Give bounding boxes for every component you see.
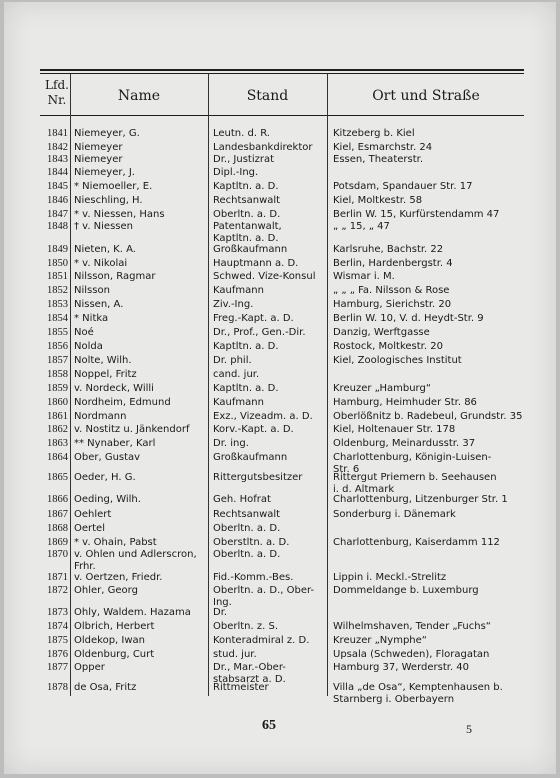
row-number: 1854 — [47, 313, 68, 324]
row-ort: Hamburg, Sierichstr. 20 — [333, 299, 452, 310]
row-ort: Kiel, Zoologisches Institut — [333, 355, 462, 366]
header-stand: Stand — [246, 88, 289, 104]
row-name: Nolda — [74, 341, 103, 352]
row-number: 1859 — [47, 383, 68, 394]
row-ort: Charlottenburg, Kaiserdamm 112 — [333, 537, 500, 548]
row-number: 1856 — [47, 341, 68, 352]
row-name: Oldekop, Iwan — [74, 635, 146, 646]
row-ort: Sonderburg i. Dänemark — [333, 509, 456, 520]
row-ort: Kiel, Moltkestr. 58 — [333, 195, 423, 206]
row-ort: Dommeldange b. Luxemburg — [333, 585, 479, 596]
row-ort: Hamburg 37, Werderstr. 40 — [333, 662, 470, 673]
page-number: 65 — [262, 718, 276, 733]
row-name: * v. Nikolai — [74, 258, 128, 269]
row-name: ** Nynaber, Karl — [74, 438, 156, 449]
row-number: 1850 — [47, 258, 68, 269]
row-ort: Lippin i. Meckl.-Strelitz — [333, 572, 447, 583]
row-number: 1857 — [47, 355, 68, 366]
row-ort: Upsala (Schweden), Floragatan — [333, 649, 490, 660]
row-stand: Dr., Mar.-Ober- stabsarzt a. D. — [213, 662, 286, 685]
header-name: Name — [117, 88, 161, 104]
row-name: Nissen, A. — [74, 299, 124, 310]
row-name: Nolte, Wilh. — [74, 355, 132, 366]
row-ort: Kreuzer „Hamburg“ — [333, 383, 431, 394]
row-stand: Oberltn. z. S. — [213, 621, 279, 632]
row-number: 1871 — [47, 572, 68, 583]
row-stand: cand. jur. — [213, 369, 260, 380]
row-number: 1869 — [47, 537, 68, 548]
row-name: Niemeyer — [74, 154, 123, 165]
row-name: * v. Ohain, Pabst — [74, 537, 157, 548]
row-number: 1845 — [47, 181, 68, 192]
row-number: 1874 — [47, 621, 68, 632]
row-name: Nordheim, Edmund — [74, 397, 171, 408]
row-stand: Kaptltn. a. D. — [213, 181, 279, 192]
row-stand: Dipl.-Ing. — [213, 167, 259, 178]
row-ort: Berlin, Hardenbergstr. 4 — [333, 258, 453, 269]
row-number: 1843 — [47, 154, 68, 165]
row-stand: Rittmeister — [213, 682, 269, 693]
row-ort: Oldenburg, Meinardusstr. 37 — [333, 438, 476, 449]
row-stand: Leutn. d. R. — [213, 128, 270, 139]
row-name: Oeding, Wilh. — [74, 494, 141, 505]
row-name: † v. Niessen — [74, 221, 133, 232]
row-number: 1868 — [47, 523, 68, 534]
row-stand: Freg.-Kapt. a. D. — [213, 313, 294, 324]
row-ort: Hamburg, Heimhuder Str. 86 — [333, 397, 477, 408]
row-name: Nieten, K. A. — [74, 244, 136, 255]
row-name: v. Oertzen, Friedr. — [74, 572, 163, 583]
row-name: * Nitka — [74, 313, 109, 324]
row-stand: Dr., Justizrat — [213, 154, 275, 165]
row-name: Nordmann — [74, 411, 127, 422]
row-name: Nilsson — [74, 285, 110, 296]
row-name: Oertel — [74, 523, 105, 534]
row-stand: Rechtsanwalt — [213, 509, 281, 520]
row-number: 1853 — [47, 299, 68, 310]
row-name: Niemeyer, G. — [74, 128, 140, 139]
row-ort: Rittergut Priemern b. Seehausen i. d. Altmark — [333, 472, 497, 495]
row-number: 1852 — [47, 285, 68, 296]
row-ort: Charlottenburg, Königin-Luisen- Str. 6 — [333, 452, 492, 475]
row-name: Oldenburg, Curt — [74, 649, 155, 660]
row-name: * v. Niessen, Hans — [74, 209, 165, 220]
row-number: 1878 — [47, 682, 68, 693]
row-stand: Kaufmann — [213, 285, 264, 296]
row-number: 1870 — [47, 549, 68, 560]
row-stand: Kaufmann — [213, 397, 264, 408]
row-stand: Korv.-Kapt. a. D. — [213, 424, 294, 435]
row-ort: Essen, Theaterstr. — [333, 154, 423, 165]
row-number: 1866 — [47, 494, 68, 505]
row-name: * Niemoeller, E. — [74, 181, 153, 192]
row-number: 1865 — [47, 472, 68, 483]
header-nr: Lfd. Nr. — [45, 78, 69, 107]
row-stand: Patentanwalt, Kaptltn. a. D. — [213, 221, 282, 244]
row-stand: Rittergutsbesitzer — [213, 472, 303, 483]
header-ort: Ort und Straße — [372, 88, 480, 104]
row-name: de Osa, Fritz — [74, 682, 137, 693]
row-number: 1864 — [47, 452, 68, 463]
row-number: 1877 — [47, 662, 68, 673]
row-stand: Oberltn. a. D. — [213, 523, 281, 534]
row-name: Oeder, H. G. — [74, 472, 136, 483]
row-stand: Kaptltn. a. D. — [213, 341, 279, 352]
row-name: Oehlert — [74, 509, 112, 520]
row-name: v. Ohlen und Adlerscron, Frhr. — [74, 549, 197, 572]
row-ort: Kitzeberg b. Kiel — [333, 128, 415, 139]
row-name: Opper — [74, 662, 105, 673]
row-ort: Rostock, Moltkestr. 20 — [333, 341, 443, 352]
row-ort: Wismar i. M. — [333, 271, 395, 282]
row-number: 1847 — [47, 209, 68, 220]
row-number: 1842 — [47, 142, 68, 153]
row-ort: Charlottenburg, Litzenburger Str. 1 — [333, 494, 508, 505]
row-stand: Dr. — [213, 607, 228, 618]
row-ort: Kiel, Esmarchstr. 24 — [333, 142, 433, 153]
row-stand: Oberltn. a. D., Ober- Ing. — [213, 585, 315, 608]
row-stand: Ziv.-Ing. — [213, 299, 254, 310]
row-name: Ohler, Georg — [74, 585, 138, 596]
row-stand: Exz., Vizeadm. a. D. — [213, 411, 313, 422]
row-name: Olbrich, Herbert — [74, 621, 155, 632]
row-name: Ohly, Waldem. Hazama — [74, 607, 191, 618]
row-ort: „ „ „ Fa. Nilsson & Rose — [333, 285, 450, 296]
row-ort: Potsdam, Spandauer Str. 17 — [333, 181, 473, 192]
document-page — [4, 2, 556, 774]
row-stand: Konteradmiral z. D. — [213, 635, 310, 646]
row-stand: Oberltn. a. D. — [213, 209, 281, 220]
row-number: 1862 — [47, 424, 68, 435]
row-number: 1846 — [47, 195, 68, 206]
row-stand: Oberltn. a. D. — [213, 549, 281, 560]
row-stand: Fid.-Komm.-Bes. — [213, 572, 294, 583]
row-number: 1848 — [47, 221, 68, 232]
row-stand: Dr. ing. — [213, 438, 249, 449]
row-number: 1855 — [47, 327, 68, 338]
row-stand: Hauptmann a. D. — [213, 258, 299, 269]
row-name: Nieschling, H. — [74, 195, 143, 206]
row-stand: Geh. Hofrat — [213, 494, 271, 505]
row-ort: Wilhelmshaven, Tender „Fuchs“ — [333, 621, 491, 632]
row-ort: Kreuzer „Nymphe“ — [333, 635, 427, 646]
row-number: 1873 — [47, 607, 68, 618]
row-name: Noppel, Fritz — [74, 369, 137, 380]
row-ort: Villa „de Osa“, Kemptenhausen b. Starnberg i. Oberbayern — [333, 682, 503, 705]
row-ort: Oberlößnitz b. Radebeul, Grundstr. 35 — [333, 411, 523, 422]
row-name: Noé — [74, 327, 94, 338]
row-number: 1872 — [47, 585, 68, 596]
row-ort: „ „ 15, „ 47 — [333, 221, 390, 232]
row-stand: Großkaufmann — [213, 244, 288, 255]
row-stand: Dr., Prof., Gen.-Dir. — [213, 327, 306, 338]
row-number: 1849 — [47, 244, 68, 255]
row-number: 1875 — [47, 635, 68, 646]
row-stand: Landesbankdirektor — [213, 142, 313, 153]
row-number: 1844 — [47, 167, 68, 178]
row-ort: Berlin W. 10, V. d. Heydt-Str. 9 — [333, 313, 484, 324]
row-number: 1858 — [47, 369, 68, 380]
row-stand: Kaptltn. a. D. — [213, 383, 279, 394]
row-number: 1841 — [47, 128, 68, 139]
signature-number: 5 — [466, 722, 472, 736]
row-name: Ober, Gustav — [74, 452, 141, 463]
row-name: Niemeyer — [74, 142, 123, 153]
row-number: 1860 — [47, 397, 68, 408]
row-name: v. Nostitz u. Jänkendorf — [74, 424, 190, 435]
row-ort: Kiel, Holtenauer Str. 178 — [333, 424, 456, 435]
row-ort: Berlin W. 15, Kurfürstendamm 47 — [333, 209, 500, 220]
row-stand: stud. jur. — [213, 649, 257, 660]
row-number: 1851 — [47, 271, 68, 282]
row-ort: Karlsruhe, Bachstr. 22 — [333, 244, 444, 255]
row-name: Nilsson, Ragmar — [74, 271, 156, 282]
row-stand: Rechtsanwalt — [213, 195, 281, 206]
row-stand: Großkaufmann — [213, 452, 288, 463]
row-number: 1863 — [47, 438, 68, 449]
register-table — [4, 2, 556, 774]
row-stand: Oberstltn. a. D. — [213, 537, 290, 548]
row-name: Niemeyer, J. — [74, 167, 135, 178]
row-number: 1876 — [47, 649, 68, 660]
row-stand: Schwed. Vize-Konsul — [213, 271, 316, 282]
row-number: 1861 — [47, 411, 68, 422]
row-ort: Danzig, Werftgasse — [333, 327, 430, 338]
row-stand: Dr. phil. — [213, 355, 252, 366]
row-number: 1867 — [47, 509, 68, 520]
row-name: v. Nordeck, Willi — [74, 383, 154, 394]
